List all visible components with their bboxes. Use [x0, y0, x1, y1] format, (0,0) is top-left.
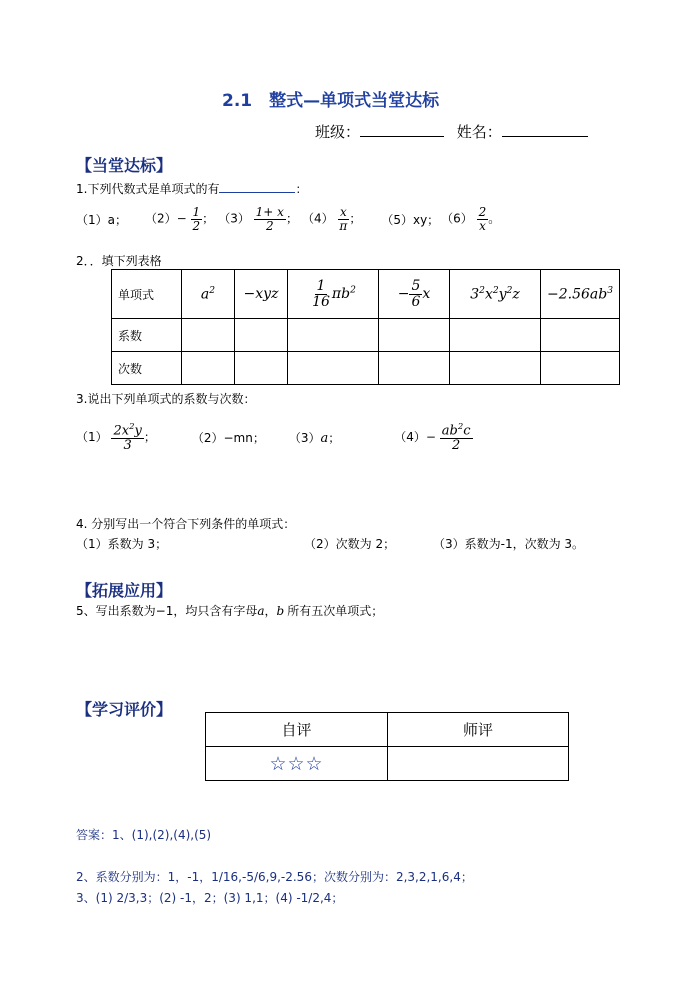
fraction-denominator: 3	[123, 437, 132, 453]
monomial-4-sign: −	[397, 286, 410, 302]
fraction-numerator	[440, 422, 473, 439]
teacher-eval-cell[interactable]	[388, 747, 569, 781]
q4-condition-3: （3）系数为-1，次数为 3。	[433, 537, 585, 551]
fraction-denominator: 2	[192, 218, 201, 233]
q3-item-4	[394, 422, 472, 453]
monomial-5-coef: 3	[470, 286, 480, 303]
q5-separator: ，	[264, 604, 277, 618]
q5-letter-a: a	[257, 604, 265, 618]
monomial-5-exp-3: 2	[506, 285, 513, 296]
table-row	[112, 270, 620, 319]
q1-option-4-label: （4）	[301, 211, 334, 226]
monomial-5-exp-1: 2	[479, 285, 485, 296]
q1-option-2-end: ；	[202, 211, 215, 226]
q3-item-4-num2: c	[463, 423, 471, 439]
monomial-3-tail: πb	[331, 286, 351, 302]
q1-option-2	[145, 206, 214, 232]
q3-item-4-fraction	[440, 422, 473, 453]
self-eval-stars[interactable]: ☆☆☆	[206, 747, 388, 781]
fraction-numerator: 1	[316, 277, 326, 294]
section-header-evaluation: 【学习评价】	[76, 700, 173, 719]
fraction-denominator: 6	[411, 293, 421, 310]
q1-option-4-fraction	[337, 206, 349, 232]
fraction-denominator: π	[339, 218, 348, 233]
fraction-numerator: 2	[478, 204, 487, 219]
monomial-5-exp-2: 2	[492, 285, 499, 296]
monomial-5-z: z	[512, 286, 520, 303]
table-row	[206, 747, 569, 781]
q1-option-6-end: 。	[488, 211, 501, 226]
coefficient-cell[interactable]	[235, 319, 288, 352]
question-1-options	[76, 200, 500, 238]
fraction-denominator: 2	[452, 437, 461, 453]
q3-item-4-sign: −	[425, 429, 436, 444]
q1-option-4	[302, 206, 361, 232]
q1-option-3	[218, 206, 298, 232]
row-label-coefficient: 系数	[112, 319, 182, 352]
q3-item-1-label: （1）	[76, 429, 108, 444]
answer-2: 2、系数分别为：1，-1，1/16,-5/6,9,-2.56；次数分别为：2,3,2,1,6,4；	[76, 870, 473, 884]
q3-item-2: （2）−mn；	[191, 430, 265, 445]
monomial-3-fraction	[310, 279, 332, 309]
q3-item-3-var: a	[320, 430, 329, 446]
fraction-numerator: 1	[192, 204, 201, 219]
degree-cell[interactable]	[379, 352, 450, 385]
q3-item-3-end: ；	[328, 430, 341, 445]
q3-item-1	[76, 422, 156, 453]
q1-option-3-fraction	[254, 206, 286, 232]
q1-option-2-label: （2）	[145, 211, 177, 226]
q1-option-3-label: （3）	[218, 211, 250, 226]
coefficient-cell[interactable]	[182, 319, 235, 352]
coefficient-cell[interactable]	[541, 319, 620, 352]
q5-letter-b: b	[276, 604, 285, 618]
q1-option-2-fraction	[191, 206, 203, 232]
class-name-line	[315, 121, 588, 142]
coefficient-cell[interactable]	[288, 319, 379, 352]
q1-option-2-sign: −	[176, 211, 187, 226]
q3-item-1-num2: y	[134, 423, 142, 439]
q1-option-4-end: ；	[349, 211, 362, 226]
evaluation-table	[205, 712, 569, 781]
question-3-items	[76, 417, 473, 457]
q3-item-1-fraction	[111, 422, 143, 453]
fraction-denominator: 2	[265, 218, 274, 233]
self-eval-header: 自评	[206, 713, 388, 747]
question-1-text: 1.下列代数式是单项式的有	[76, 182, 220, 196]
monomial-cell-2: −xyz	[235, 270, 288, 319]
q1-option-6	[441, 206, 500, 232]
answer-3: 3、(1) 2/3,3；(2) -1，2；(3) 1,1；(4) -1/2,4；	[76, 891, 344, 905]
monomial-cell-6	[541, 270, 620, 319]
q1-option-6-fraction	[477, 206, 489, 232]
monomial-3-exponent: 2	[350, 285, 356, 296]
degree-cell[interactable]	[235, 352, 288, 385]
monomial-table	[111, 269, 620, 385]
q3-item-4-num: ab	[441, 423, 458, 439]
question-1-blank[interactable]	[219, 180, 295, 193]
answer-1: 答案：1、(1),(2),(4),(5)	[76, 828, 212, 842]
section-header-extension: 【拓展应用】	[76, 581, 173, 600]
monomial-cell-3	[288, 270, 379, 319]
q3-item-3-label: （3）	[288, 430, 321, 445]
question-5	[76, 602, 383, 619]
class-blank[interactable]	[360, 122, 444, 137]
section-header-practice: 【当堂达标】	[76, 156, 173, 175]
question-5-text: 5、写出系数为−1，均只含有字母	[76, 604, 258, 618]
q3-item-1-end: ；	[143, 429, 156, 444]
coefficient-cell[interactable]	[379, 319, 450, 352]
table-row	[112, 319, 620, 352]
row-label-monomial: 单项式	[112, 270, 182, 319]
coefficient-cell[interactable]	[450, 319, 541, 352]
q3-item-1-num: 2x	[113, 423, 130, 439]
monomial-6-exponent: 3	[607, 285, 613, 296]
monomial-cell-1	[182, 270, 235, 319]
monomial-4-tail: x	[422, 286, 431, 302]
monomial-1-exponent: 2	[209, 285, 216, 296]
question-1-colon: ：	[295, 182, 308, 196]
question-2-text: 2．．填下列表格	[76, 254, 162, 268]
fraction-numerator: 5	[411, 277, 421, 294]
degree-cell[interactable]	[450, 352, 541, 385]
q1-option-6-label: （6）	[441, 211, 473, 226]
fraction-denominator: x	[479, 218, 486, 233]
degree-cell[interactable]	[182, 352, 235, 385]
fraction-denominator: 16	[312, 293, 330, 310]
question-5-end: 所有五次单项式；	[287, 604, 384, 618]
table-row	[112, 352, 620, 385]
q3-item-3	[289, 429, 340, 446]
monomial-4-fraction	[409, 279, 422, 309]
q4-condition-2: （2）次数为 2；	[304, 537, 396, 551]
class-label: 班级：	[315, 123, 361, 141]
fraction-numerator	[111, 422, 143, 439]
monomial-1: a	[200, 286, 210, 303]
row-label-degree: 次数	[112, 352, 182, 385]
q1-option-5: （5）xy；	[381, 212, 440, 227]
monomial-5-y: y	[498, 286, 507, 303]
monomial-cell-5	[450, 270, 541, 319]
teacher-eval-header: 师评	[388, 713, 569, 747]
table-row	[206, 713, 569, 747]
q3-item-1-exp: 2	[129, 420, 135, 431]
degree-cell[interactable]	[541, 352, 620, 385]
name-label: 姓名：	[456, 123, 502, 141]
monomial-cell-4	[379, 270, 450, 319]
fraction-numerator: x	[339, 204, 347, 219]
question-3-text: 3.说出下列单项式的系数与次数：	[76, 392, 256, 406]
monomial-5-x: x	[484, 286, 493, 303]
degree-cell[interactable]	[288, 352, 379, 385]
q1-option-1: （1）a；	[76, 212, 127, 227]
name-blank[interactable]	[502, 122, 588, 137]
page-title: 2.1 整式—单项式当堂达标	[222, 91, 440, 111]
fraction-numerator: 1+ x	[255, 204, 284, 219]
question-1	[76, 180, 307, 197]
monomial-6: −2.56ab	[546, 286, 608, 303]
q1-option-3-end: ；	[285, 211, 298, 226]
q3-item-4-label: （4）	[394, 429, 426, 444]
q3-item-4-exp: 2	[457, 420, 464, 431]
q4-condition-1: （1）系数为 3；	[76, 537, 168, 551]
question-4-text: 4. 分别写出一个符合下列条件的单项式：	[76, 517, 296, 531]
